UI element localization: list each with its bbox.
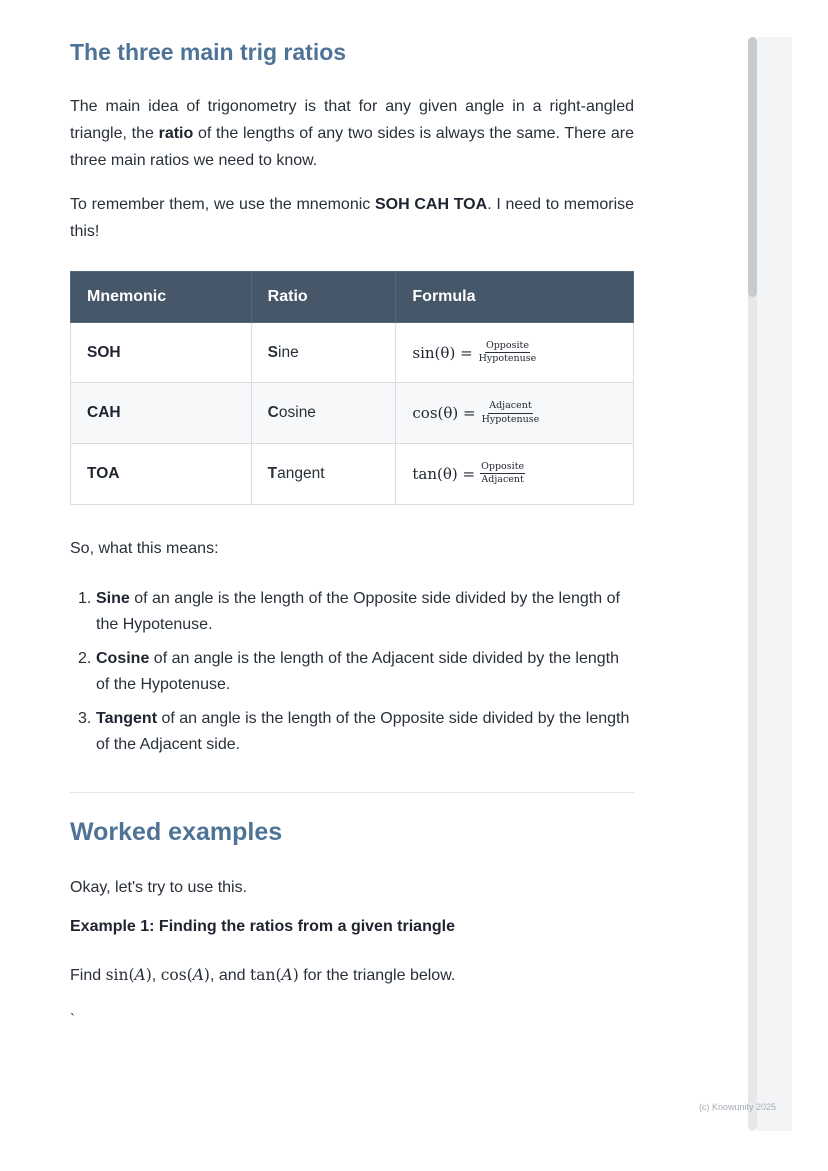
math-text: ) (203, 966, 210, 985)
cell-mnemonic: CAH (71, 383, 252, 444)
ratio-rest: ine (278, 343, 299, 361)
math-text: tan( (250, 966, 282, 985)
table-header-row (71, 271, 634, 322)
formula-sin (412, 340, 617, 366)
bold-term-cosine: Cosine (96, 649, 150, 667)
bold-term-ratio: ratio (158, 124, 194, 142)
fraction-denominator: Hypotenuse (481, 413, 540, 425)
section-divider (70, 792, 634, 793)
section-title-trig-ratios: The three main trig ratios (70, 39, 347, 65)
table-row-soh (71, 322, 634, 383)
paragraph-text: To remember them, we use the mnemonic (70, 195, 375, 213)
list-item (78, 586, 634, 638)
math-var: A (281, 966, 293, 985)
section-title-worked-examples: Worked examples (70, 817, 283, 846)
bold-term-soh-cah-toa: SOH CAH TOA (374, 195, 488, 213)
fraction (480, 461, 525, 487)
formula-tan (412, 461, 617, 487)
bold-term-sine: Sine (96, 589, 130, 607)
paragraph-text: The main idea of trigonometry is that for any given angle in a right-angled triangle, the (70, 97, 634, 142)
cell-ratio (251, 322, 396, 383)
table-header-ratio: Ratio (251, 271, 396, 322)
fraction-numerator: Adjacent (488, 400, 532, 413)
footer-credit: (c) Knowunity 2025 (698, 1102, 776, 1112)
formula-prefix: sin(θ) = (412, 343, 473, 362)
paragraph-text: of the lengths of any two sides is always the same. There are three main ratios we need to know. (70, 124, 634, 169)
cell-mnemonic: TOA (71, 444, 252, 505)
trig-ratios-table (70, 271, 634, 505)
scrollbar[interactable] (748, 37, 757, 1131)
fraction (481, 400, 541, 426)
table-header-mnemonic: Mnemonic (71, 271, 252, 322)
cell-formula (396, 383, 634, 444)
means-intro: So, what this means: (70, 539, 219, 557)
find-text: Find (70, 967, 106, 985)
fraction-numerator: Opposite (485, 340, 530, 353)
stray-backtick: ` (70, 1011, 75, 1029)
formula-cos (412, 400, 617, 426)
math-text: ) (145, 966, 152, 985)
math-text: sin( (105, 966, 135, 985)
fraction (478, 340, 538, 366)
cell-ratio (251, 444, 396, 505)
cell-mnemonic: SOH (71, 322, 252, 383)
list-item (78, 646, 634, 698)
math-tan-a (250, 966, 299, 984)
paragraph-text: . I need to memorise this! (70, 195, 635, 240)
list-item-text (96, 706, 634, 758)
ratio-rest: angent (277, 464, 325, 482)
list-item-text (96, 586, 634, 638)
math-cos-a (161, 966, 210, 984)
math-sin-a (106, 966, 152, 984)
example-1-heading: Example 1: Finding the ratios from a given triangle (70, 918, 455, 936)
list-item (78, 706, 634, 758)
list-marker: 3. (78, 709, 92, 727)
find-text: for the triangle below. (298, 967, 456, 985)
table-row-toa (71, 444, 634, 505)
fraction-numerator: Opposite (480, 461, 525, 474)
find-text: , and (209, 967, 250, 985)
document-content (70, 36, 634, 1033)
fraction-denominator: Hypotenuse (478, 353, 537, 365)
list-text: of an angle is the length of the Adjacent side divided by the length of the Hypotenuse. (96, 649, 620, 693)
math-var: A (192, 966, 204, 985)
fraction-denominator: Adjacent (481, 474, 524, 486)
scrollbar-thumb[interactable] (748, 37, 757, 297)
ratio-bold-letter: T (267, 464, 278, 482)
bold-term-tangent: Tangent (96, 709, 158, 727)
find-text: , (151, 967, 161, 985)
ordered-list (78, 586, 634, 758)
math-var: A (134, 966, 146, 985)
ratio-bold-letter: S (267, 343, 279, 361)
intro-paragraph (70, 93, 634, 174)
okay-paragraph: Okay, let's try to use this. (70, 879, 248, 897)
table-header-formula: Formula (396, 271, 634, 322)
ratio-bold-letter: C (267, 404, 279, 422)
list-item-text (96, 646, 634, 698)
list-text: of an angle is the length of the Opposite side divided by the length of the Hypotenuse. (96, 589, 620, 633)
list-marker: 2. (78, 649, 92, 667)
formula-prefix: cos(θ) = (412, 404, 476, 423)
math-text: ) (292, 966, 299, 985)
list-text: of an angle is the length of the Opposite side divided by the length of the Adjacent side. (96, 709, 630, 753)
find-instruction (70, 962, 634, 989)
formula-prefix: tan(θ) = (412, 464, 476, 483)
page-right-gutter (757, 37, 792, 1131)
table-row-cah (71, 383, 634, 444)
cell-ratio (251, 383, 396, 444)
list-marker: 1. (78, 589, 92, 607)
math-text: cos( (160, 966, 193, 985)
cell-formula (396, 322, 634, 383)
mnemonic-paragraph (70, 191, 634, 245)
cell-formula (396, 444, 634, 505)
ratio-rest: osine (278, 404, 316, 422)
